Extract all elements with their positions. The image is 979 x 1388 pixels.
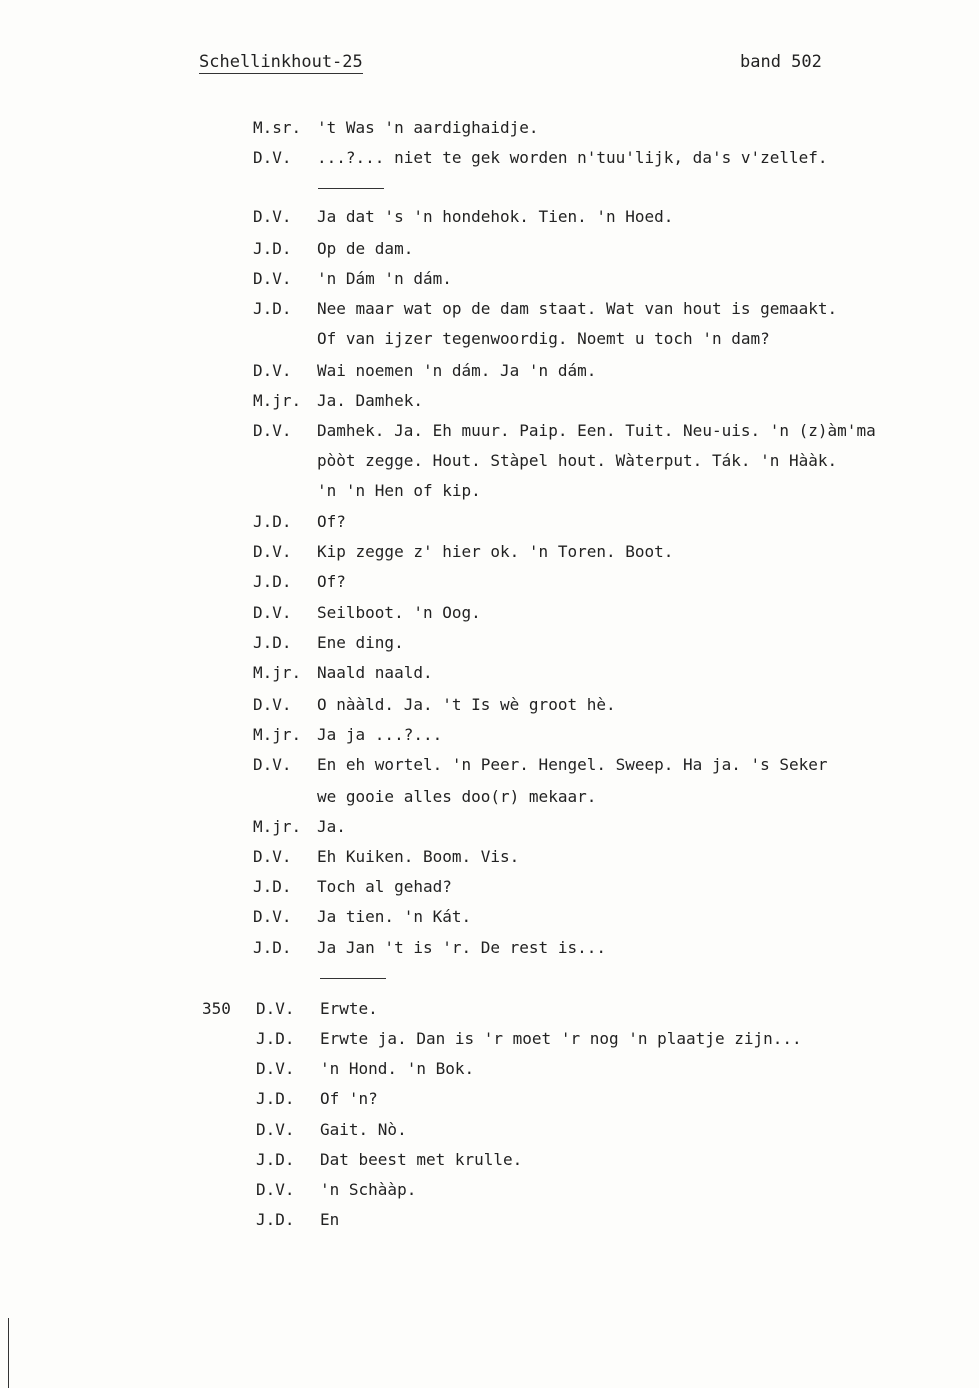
speaker-label: J.D. (253, 512, 292, 531)
utterance-text: Ja. (317, 817, 346, 836)
margin-mark (8, 1318, 9, 1388)
utterance-text: Nee maar wat op de dam staat. Wat van hout is gemaakt. (317, 299, 838, 318)
utterance-text: Of van ijzer tegenwoordig. Noemt u toch 'n dam? (317, 329, 770, 348)
utterance-text: Seilboot. 'n Oog. (317, 603, 481, 622)
speaker-label: J.D. (253, 633, 292, 652)
speaker-label: D.V. (256, 1180, 295, 1199)
margin-counter: 350 (202, 999, 231, 1018)
speaker-label: D.V. (253, 603, 292, 622)
utterance-text: 'n 'n Hen of kip. (317, 481, 481, 500)
utterance-text: Op de dam. (317, 239, 414, 258)
speaker-label: D.V. (253, 847, 292, 866)
speaker-label: J.D. (253, 877, 292, 896)
utterance-text: Naald naald. (317, 663, 433, 682)
utterance-text: Ja dat 's 'n hondehok. Tien. 'n Hoed. (317, 207, 674, 226)
utterance-text: Kip zegge z' hier ok. 'n Toren. Boot. (317, 542, 674, 561)
document-title: Schellinkhout-25 (199, 52, 363, 72)
speaker-label: M.sr. (253, 118, 302, 137)
speaker-label: J.D. (253, 938, 292, 957)
utterance-text: Wai noemen 'n dám. Ja 'n dám. (317, 361, 597, 380)
speaker-label: D.V. (253, 269, 292, 288)
utterance-text: Of 'n? (320, 1089, 378, 1108)
speaker-label: D.V. (253, 755, 292, 774)
utterance-text: pòòt zegge. Hout. Stàpel hout. Wàterput. Ták. 'n Hààk. (317, 451, 838, 470)
speaker-label: D.V. (253, 421, 292, 440)
speaker-label: J.D. (253, 299, 292, 318)
speaker-label: J.D. (256, 1089, 295, 1108)
utterance-text: 'n Hond. 'n Bok. (320, 1059, 475, 1078)
speaker-label: D.V. (253, 148, 292, 167)
utterance-text: En (320, 1210, 340, 1229)
utterance-text: Of? (317, 512, 346, 531)
utterance-text: Eh Kuiken. Boom. Vis. (317, 847, 520, 866)
speaker-label: M.jr. (253, 817, 302, 836)
speaker-label: J.D. (253, 572, 292, 591)
utterance-text: we gooie alles doo(r) mekaar. (317, 787, 597, 806)
utterance-text: ...?... niet te gek worden n'tuu'lijk, da's v'zellef. (317, 148, 828, 167)
utterance-text: Erwte. (320, 999, 378, 1018)
utterance-text: Erwte ja. Dan is 'r moet 'r nog 'n plaatje zijn... (320, 1029, 802, 1048)
speaker-label: J.D. (256, 1029, 295, 1048)
utterance-text: 'n Schààp. (320, 1180, 417, 1199)
separator-line (318, 188, 384, 189)
speaker-label: J.D. (253, 239, 292, 258)
utterance-text: Ja tien. 'n Kát. (317, 907, 472, 926)
speaker-label: D.V. (253, 542, 292, 561)
utterance-text: 't Was 'n aardighaidje. (317, 118, 539, 137)
speaker-label: D.V. (256, 1120, 295, 1139)
utterance-text: Ene ding. (317, 633, 404, 652)
utterance-text: Damhek. Ja. Eh muur. Paip. Een. Tuit. Neu-uis. 'n (z)àm'ma (317, 421, 876, 440)
speaker-label: D.V. (253, 695, 292, 714)
speaker-label: M.jr. (253, 725, 302, 744)
utterance-text: Ja ja ...?... (317, 725, 443, 744)
utterance-text: Ja. Damhek. (317, 391, 423, 410)
speaker-label: J.D. (256, 1210, 295, 1229)
separator-line (320, 978, 386, 979)
speaker-label: J.D. (256, 1150, 295, 1169)
utterance-text: 'n Dám 'n dám. (317, 269, 452, 288)
speaker-label: M.jr. (253, 391, 302, 410)
utterance-text: En eh wortel. 'n Peer. Hengel. Sweep. Ha ja. 's Seker (317, 755, 828, 774)
speaker-label: D.V. (253, 361, 292, 380)
speaker-label: D.V. (253, 907, 292, 926)
speaker-label: D.V. (253, 207, 292, 226)
speaker-label: D.V. (256, 1059, 295, 1078)
utterance-text: Dat beest met krulle. (320, 1150, 523, 1169)
speaker-label: M.jr. (253, 663, 302, 682)
utterance-text: Gait. Nò. (320, 1120, 407, 1139)
utterance-text: Toch al gehad? (317, 877, 452, 896)
band-number: band 502 (740, 52, 822, 72)
utterance-text: Of? (317, 572, 346, 591)
utterance-text: O nààld. Ja. 't Is wè groot hè. (317, 695, 616, 714)
speaker-label: D.V. (256, 999, 295, 1018)
utterance-text: Ja Jan 't is 'r. De rest is... (317, 938, 606, 957)
